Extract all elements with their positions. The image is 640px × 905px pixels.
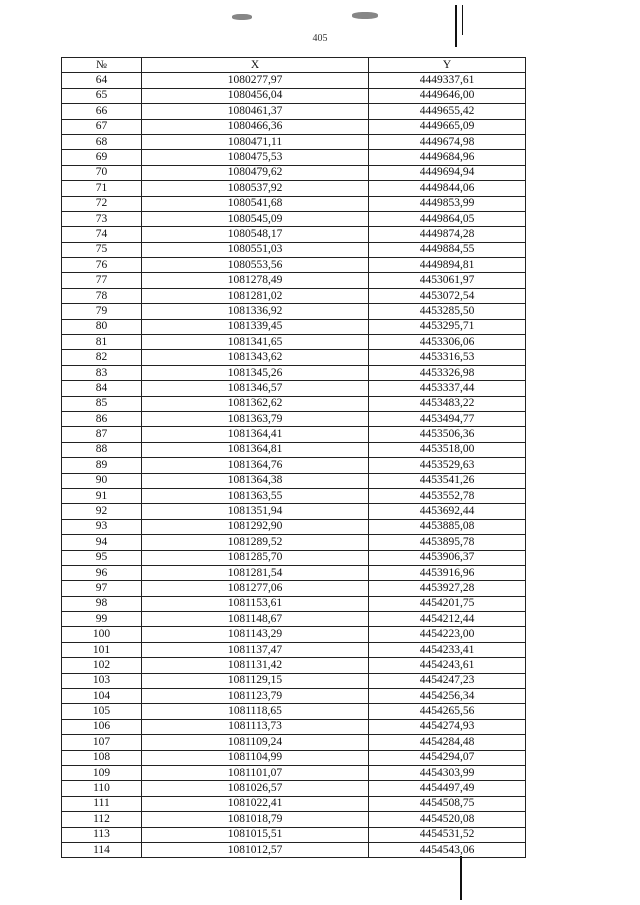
point-number-cell: 91 [62,488,142,503]
table-row [62,442,526,457]
table-row [62,550,526,565]
y-coordinate-cell: 4453295,71 [369,319,526,334]
point-number-cell: 93 [62,519,142,534]
point-number-cell: 68 [62,134,142,149]
y-coordinate-cell: 4449864,05 [369,211,526,226]
x-coordinate-cell: 1081129,15 [142,673,369,688]
y-coordinate-cell: 4449894,81 [369,258,526,273]
y-coordinate-cell: 4449884,55 [369,242,526,257]
point-number-cell: 101 [62,642,142,657]
y-coordinate-cell: 4453895,78 [369,535,526,550]
table-row [62,181,526,196]
table-row [62,473,526,488]
x-coordinate-cell: 1080545,09 [142,211,369,226]
table-row [62,565,526,580]
point-number-cell: 67 [62,119,142,134]
y-coordinate-cell: 4454274,93 [369,719,526,734]
x-coordinate-cell: 1081289,52 [142,535,369,550]
y-coordinate-cell: 4454508,75 [369,796,526,811]
x-coordinate-cell: 1081364,76 [142,458,369,473]
x-coordinate-cell: 1081123,79 [142,689,369,704]
table-row [62,504,526,519]
table-row [62,642,526,657]
x-coordinate-cell: 1081153,61 [142,596,369,611]
point-number-cell: 70 [62,165,142,180]
y-coordinate-cell: 4449684,96 [369,150,526,165]
table-row [62,165,526,180]
y-coordinate-cell: 4453506,36 [369,427,526,442]
y-coordinate-cell: 4449674,98 [369,134,526,149]
y-coordinate-cell: 4454201,75 [369,596,526,611]
y-coordinate-cell: 4453326,98 [369,365,526,380]
x-coordinate-cell: 1080541,68 [142,196,369,211]
table-row [62,73,526,88]
y-coordinate-cell: 4454233,41 [369,642,526,657]
table-row [62,581,526,596]
x-coordinate-cell: 1081346,57 [142,381,369,396]
scan-smudge-right [352,12,378,19]
point-number-cell: 114 [62,842,142,857]
x-coordinate-cell: 1081022,41 [142,796,369,811]
point-number-cell: 98 [62,596,142,611]
table-row [62,350,526,365]
table-row [62,612,526,627]
point-number-cell: 94 [62,535,142,550]
point-number-cell: 64 [62,73,142,88]
table-row [62,88,526,103]
x-coordinate-cell: 1081281,02 [142,288,369,303]
table-row [62,427,526,442]
point-number-cell: 77 [62,273,142,288]
table-row [62,796,526,811]
table-row [62,335,526,350]
y-coordinate-cell: 4449874,28 [369,227,526,242]
column-header-number: № [62,58,142,73]
table-row [62,119,526,134]
table-row [62,304,526,319]
y-coordinate-cell: 4454256,34 [369,689,526,704]
table-header-row [62,58,526,73]
x-coordinate-cell: 1081345,26 [142,365,369,380]
point-number-cell: 81 [62,335,142,350]
point-number-cell: 69 [62,150,142,165]
y-coordinate-cell: 4449694,94 [369,165,526,180]
table-row [62,396,526,411]
x-coordinate-cell: 1081281,54 [142,565,369,580]
table-row [62,596,526,611]
y-coordinate-cell: 4453927,28 [369,581,526,596]
point-number-cell: 73 [62,211,142,226]
x-coordinate-cell: 1081277,06 [142,581,369,596]
x-coordinate-cell: 1080461,37 [142,104,369,119]
x-coordinate-cell: 1081343,62 [142,350,369,365]
y-coordinate-cell: 4453518,00 [369,442,526,457]
y-coordinate-cell: 4453285,50 [369,304,526,319]
table-row [62,319,526,334]
table-row [62,150,526,165]
point-number-cell: 76 [62,258,142,273]
point-number-cell: 105 [62,704,142,719]
x-coordinate-cell: 1081026,57 [142,781,369,796]
x-coordinate-cell: 1081336,92 [142,304,369,319]
table-row [62,658,526,673]
table-row [62,196,526,211]
table-row [62,519,526,534]
x-coordinate-cell: 1080471,11 [142,134,369,149]
y-coordinate-cell: 4453552,78 [369,488,526,503]
y-coordinate-cell: 4453316,53 [369,350,526,365]
y-coordinate-cell: 4449665,09 [369,119,526,134]
y-coordinate-cell: 4454531,52 [369,827,526,842]
scan-line-top-2 [462,5,463,35]
table-row [62,104,526,119]
point-number-cell: 88 [62,442,142,457]
y-coordinate-cell: 4454497,49 [369,781,526,796]
column-header-x: X [142,58,369,73]
x-coordinate-cell: 1081362,62 [142,396,369,411]
x-coordinate-cell: 1081364,38 [142,473,369,488]
table-row [62,365,526,380]
x-coordinate-cell: 1081101,07 [142,765,369,780]
table-row [62,812,526,827]
x-coordinate-cell: 1081104,99 [142,750,369,765]
y-coordinate-cell: 4453885,08 [369,519,526,534]
y-coordinate-cell: 4449646,00 [369,88,526,103]
point-number-cell: 95 [62,550,142,565]
x-coordinate-cell: 1081131,42 [142,658,369,673]
point-number-cell: 100 [62,627,142,642]
y-coordinate-cell: 4453692,44 [369,504,526,519]
point-number-cell: 103 [62,673,142,688]
page-number: 405 [312,33,328,44]
y-coordinate-cell: 4453529,63 [369,458,526,473]
table-row [62,288,526,303]
point-number-cell: 110 [62,781,142,796]
point-number-cell: 104 [62,689,142,704]
table-row [62,411,526,426]
table-row [62,689,526,704]
point-number-cell: 74 [62,227,142,242]
table-row [62,827,526,842]
x-coordinate-cell: 1080277,97 [142,73,369,88]
y-coordinate-cell: 4449853,99 [369,196,526,211]
x-coordinate-cell: 1080479,62 [142,165,369,180]
point-number-cell: 78 [62,288,142,303]
point-number-cell: 108 [62,750,142,765]
y-coordinate-cell: 4453494,77 [369,411,526,426]
y-coordinate-cell: 4453483,22 [369,396,526,411]
table-row [62,627,526,642]
y-coordinate-cell: 4454265,56 [369,704,526,719]
y-coordinate-cell: 4449337,61 [369,73,526,88]
table-row [62,381,526,396]
point-number-cell: 79 [62,304,142,319]
point-number-cell: 82 [62,350,142,365]
y-coordinate-cell: 4453916,96 [369,565,526,580]
y-coordinate-cell: 4454303,99 [369,765,526,780]
point-number-cell: 97 [62,581,142,596]
point-number-cell: 86 [62,411,142,426]
y-coordinate-cell: 4454284,48 [369,735,526,750]
y-coordinate-cell: 4449844,06 [369,181,526,196]
y-coordinate-cell: 4454212,44 [369,612,526,627]
x-coordinate-cell: 1081015,51 [142,827,369,842]
y-coordinate-cell: 4454520,08 [369,812,526,827]
point-number-cell: 96 [62,565,142,580]
table-row [62,273,526,288]
table-row [62,842,526,857]
x-coordinate-cell: 1081113,73 [142,719,369,734]
y-coordinate-cell: 4454294,07 [369,750,526,765]
table-row [62,704,526,719]
x-coordinate-cell: 1081137,47 [142,642,369,657]
table-row [62,227,526,242]
x-coordinate-cell: 1080466,36 [142,119,369,134]
point-number-cell: 99 [62,612,142,627]
point-number-cell: 66 [62,104,142,119]
x-coordinate-cell: 1081012,57 [142,842,369,857]
y-coordinate-cell: 4453072,54 [369,288,526,303]
point-number-cell: 80 [62,319,142,334]
x-coordinate-cell: 1081364,81 [142,442,369,457]
y-coordinate-cell: 4453337,44 [369,381,526,396]
table-row [62,719,526,734]
table-row [62,258,526,273]
point-number-cell: 90 [62,473,142,488]
x-coordinate-cell: 1081285,70 [142,550,369,565]
y-coordinate-cell: 4454543,06 [369,842,526,857]
point-number-cell: 113 [62,827,142,842]
y-coordinate-cell: 4454247,23 [369,673,526,688]
x-coordinate-cell: 1081292,90 [142,519,369,534]
table-row [62,535,526,550]
x-coordinate-cell: 1081018,79 [142,812,369,827]
point-number-cell: 92 [62,504,142,519]
table-row [62,765,526,780]
x-coordinate-cell: 1081364,41 [142,427,369,442]
table-row [62,458,526,473]
table-row [62,134,526,149]
column-header-y: Y [369,58,526,73]
x-coordinate-cell: 1080537,92 [142,181,369,196]
x-coordinate-cell: 1080475,53 [142,150,369,165]
x-coordinate-cell: 1080548,17 [142,227,369,242]
point-number-cell: 72 [62,196,142,211]
point-number-cell: 106 [62,719,142,734]
point-number-cell: 84 [62,381,142,396]
point-number-cell: 111 [62,796,142,811]
y-coordinate-cell: 4453541,26 [369,473,526,488]
point-number-cell: 65 [62,88,142,103]
scan-line-bottom [460,856,462,900]
y-coordinate-cell: 4453306,06 [369,335,526,350]
x-coordinate-cell: 1081339,45 [142,319,369,334]
point-number-cell: 107 [62,735,142,750]
point-number-cell: 85 [62,396,142,411]
y-coordinate-cell: 4454223,00 [369,627,526,642]
point-number-cell: 71 [62,181,142,196]
x-coordinate-cell: 1080553,56 [142,258,369,273]
x-coordinate-cell: 1081363,79 [142,411,369,426]
x-coordinate-cell: 1081118,65 [142,704,369,719]
x-coordinate-cell: 1081109,24 [142,735,369,750]
x-coordinate-cell: 1081278,49 [142,273,369,288]
x-coordinate-cell: 1080551,03 [142,242,369,257]
coordinates-table [61,57,526,858]
point-number-cell: 87 [62,427,142,442]
y-coordinate-cell: 4453906,37 [369,550,526,565]
table-row [62,673,526,688]
scan-smudge-left [232,14,252,20]
x-coordinate-cell: 1081148,67 [142,612,369,627]
x-coordinate-cell: 1080456,04 [142,88,369,103]
x-coordinate-cell: 1081341,65 [142,335,369,350]
x-coordinate-cell: 1081363,55 [142,488,369,503]
y-coordinate-cell: 4454243,61 [369,658,526,673]
x-coordinate-cell: 1081351,94 [142,504,369,519]
table-row [62,488,526,503]
y-coordinate-cell: 4449655,42 [369,104,526,119]
point-number-cell: 89 [62,458,142,473]
table-row [62,211,526,226]
table-row [62,750,526,765]
table-row [62,781,526,796]
y-coordinate-cell: 4453061,97 [369,273,526,288]
table-row [62,735,526,750]
x-coordinate-cell: 1081143,29 [142,627,369,642]
point-number-cell: 112 [62,812,142,827]
point-number-cell: 83 [62,365,142,380]
point-number-cell: 109 [62,765,142,780]
point-number-cell: 102 [62,658,142,673]
point-number-cell: 75 [62,242,142,257]
table-row [62,242,526,257]
